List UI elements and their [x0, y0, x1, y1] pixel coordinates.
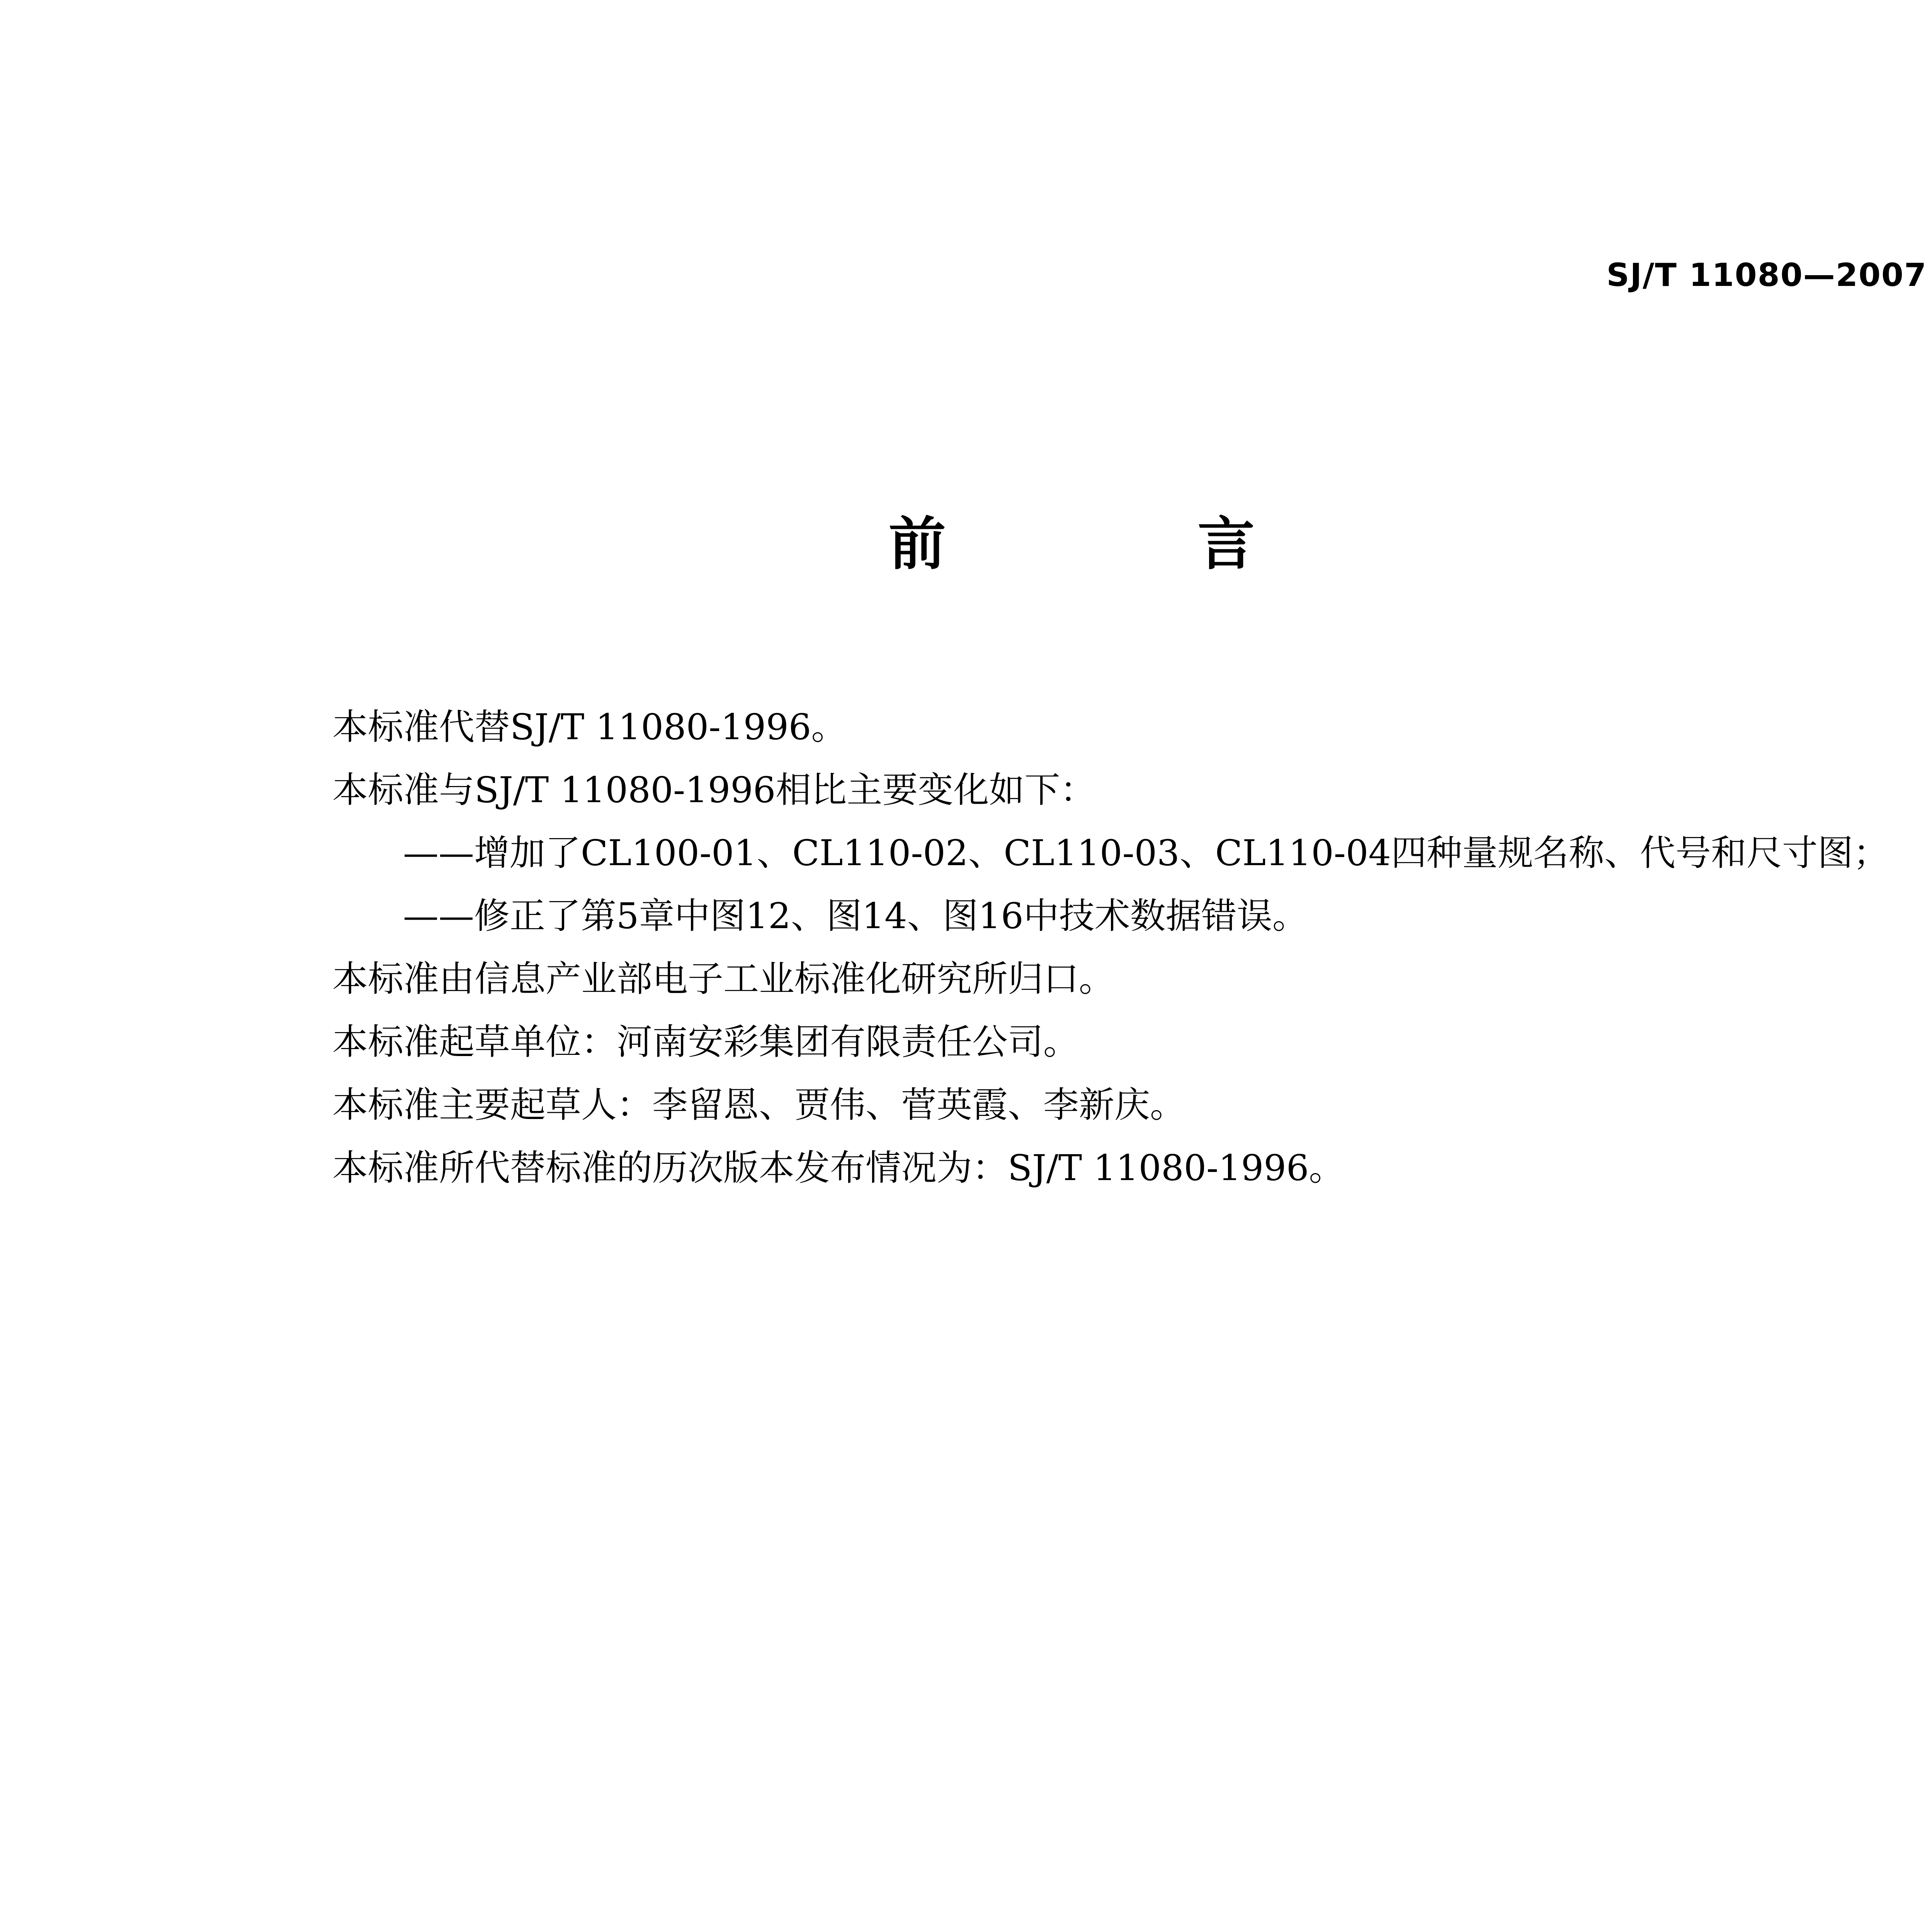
- standard-code-header: SJ/T 11080—2007: [1606, 257, 1927, 294]
- paragraph-drafters: 本标准主要起草人：李留恩、贾伟、菅英霞、李新庆。: [332, 1084, 1186, 1126]
- paragraph-responsible-org: 本标准由信息产业部电子工业标准化研究所归口。: [332, 958, 1115, 1000]
- paragraph-replaces: 本标准代替SJ/T 11080-1996。: [332, 706, 847, 748]
- paragraph-version-history: 本标准所代替标准的历次版本发布情况为：SJ/T 11080-1996。: [332, 1147, 1345, 1189]
- change-item-added-gauges: ——增加了CL100-01、CL110-02、CL110-03、CL110-04四种量规名称、代号和尺寸图；: [403, 832, 1889, 874]
- page-title: 前 言: [888, 511, 1371, 577]
- paragraph-drafting-unit: 本标准起草单位：河南安彩集团有限责任公司。: [332, 1021, 1079, 1063]
- foreword-body: [332, 696, 1932, 1199]
- change-item-corrected-data: ——修正了第5章中图12、图14、图16中技术数据错误。: [403, 895, 1308, 937]
- paragraph-changes-intro: 本标准与SJ/T 11080-1996相比主要变化如下：: [332, 769, 1096, 811]
